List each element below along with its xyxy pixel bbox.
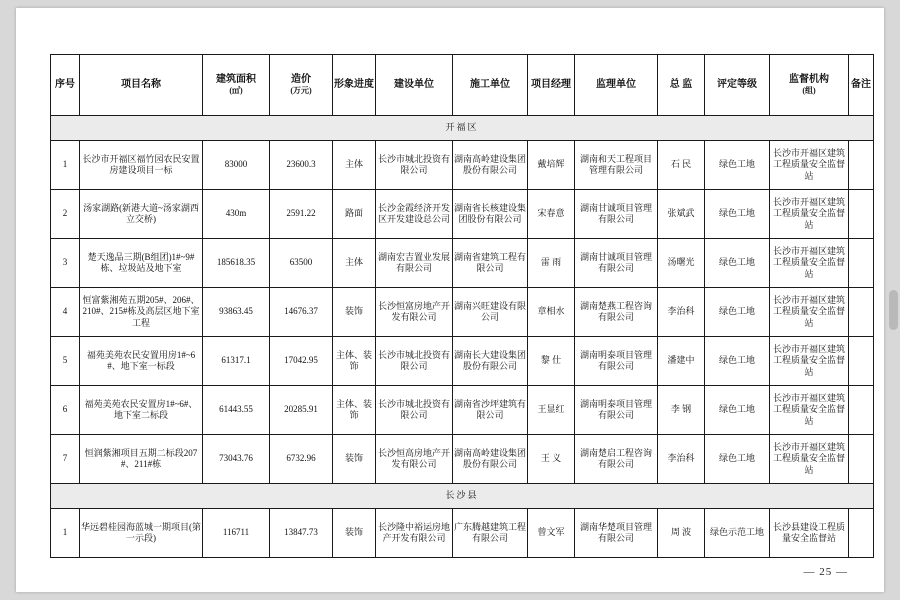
column-header-org xyxy=(770,55,849,116)
cell-grade: 绿色示范工地 xyxy=(705,509,770,558)
cell-contractor: 湖南省建筑工程有限公司 xyxy=(453,239,528,288)
page-content xyxy=(50,54,871,558)
cell-progress: 装饰 xyxy=(333,509,376,558)
cell-grade: 绿色工地 xyxy=(705,337,770,386)
cell-supervisor: 湖南甘诚项目管理有限公司 xyxy=(575,190,658,239)
cell-manager: 戴培辉 xyxy=(528,141,575,190)
cell-grade: 绿色工地 xyxy=(705,190,770,239)
cell-price: 63500 xyxy=(270,239,333,288)
cell-note xyxy=(849,337,874,386)
cell-seq: 1 xyxy=(51,509,80,558)
cell-name: 恒富紫湘苑五期205#、206#、210#、215#栋及高层区地下室工程 xyxy=(80,288,203,337)
column-header-org-unit: (组) xyxy=(802,86,816,96)
construction-projects-table xyxy=(50,54,874,558)
column-header-area-unit: (㎡) xyxy=(229,86,243,96)
table-body xyxy=(51,116,874,558)
column-header-price-label: 造价 xyxy=(291,73,311,85)
cell-supervisor: 湖南华楚项目管理有限公司 xyxy=(575,509,658,558)
cell-name: 华远碧桂园海蓝城一期项目(第一示段) xyxy=(80,509,203,558)
cell-note xyxy=(849,141,874,190)
table-row xyxy=(51,386,874,435)
cell-supervisor: 湖南明泰项目管理有限公司 xyxy=(575,386,658,435)
cell-org: 长沙市开福区建筑工程质量安全监督站 xyxy=(770,288,849,337)
cell-manager: 章相水 xyxy=(528,288,575,337)
cell-note xyxy=(849,288,874,337)
cell-supervisor: 湖南楚燕工程咨询有限公司 xyxy=(575,288,658,337)
table-row xyxy=(51,337,874,386)
cell-contractor: 湖南长大建设集团股份有限公司 xyxy=(453,337,528,386)
cell-area: 61317.1 xyxy=(203,337,270,386)
cell-seq: 2 xyxy=(51,190,80,239)
table-row xyxy=(51,509,874,558)
column-header-price xyxy=(270,55,333,116)
cell-area: 430m xyxy=(203,190,270,239)
column-header-manager: 项目经理 xyxy=(528,55,575,116)
cell-chief: 石 民 xyxy=(658,141,705,190)
cell-area: 83000 xyxy=(203,141,270,190)
column-header-price-unit: (万元) xyxy=(290,86,312,96)
column-header-contractor: 施工单位 xyxy=(453,55,528,116)
cell-price: 17042.95 xyxy=(270,337,333,386)
cell-progress: 装饰 xyxy=(333,288,376,337)
cell-supervisor: 湖南和天工程项目管理有限公司 xyxy=(575,141,658,190)
cell-chief: 李 钢 xyxy=(658,386,705,435)
cell-seq: 3 xyxy=(51,239,80,288)
section-title: 长沙县 xyxy=(51,484,874,509)
cell-grade: 绿色工地 xyxy=(705,239,770,288)
cell-org: 长沙市开福区建筑工程质量安全监督站 xyxy=(770,239,849,288)
cell-chief: 李治科 xyxy=(658,435,705,484)
table-header-row xyxy=(51,55,874,116)
cell-org: 长沙市开福区建筑工程质量安全监督站 xyxy=(770,386,849,435)
cell-chief: 周 波 xyxy=(658,509,705,558)
cell-progress: 装饰 xyxy=(333,435,376,484)
section-header-row xyxy=(51,116,874,141)
cell-contractor: 湖南高岭建设集团股份有限公司 xyxy=(453,141,528,190)
cell-progress: 主体、装饰 xyxy=(333,386,376,435)
column-header-chief: 总 监 xyxy=(658,55,705,116)
cell-builder: 长沙金霞经济开发区开发建设总公司 xyxy=(376,190,453,239)
cell-name: 长沙市开福区福竹园农民安置房建设项目一标 xyxy=(80,141,203,190)
column-header-name: 项目名称 xyxy=(80,55,203,116)
column-header-org-label: 监督机构 xyxy=(789,73,829,85)
column-header-area xyxy=(203,55,270,116)
cell-org: 长沙市开福区建筑工程质量安全监督站 xyxy=(770,435,849,484)
table-row xyxy=(51,190,874,239)
table-row xyxy=(51,141,874,190)
cell-name: 恒润紫湘项目五期二标段207#、211#栋 xyxy=(80,435,203,484)
column-header-seq: 序号 xyxy=(51,55,80,116)
document-page xyxy=(16,8,884,592)
cell-manager: 王 义 xyxy=(528,435,575,484)
cell-seq: 4 xyxy=(51,288,80,337)
cell-builder: 长沙隆中裕运房地产开发有限公司 xyxy=(376,509,453,558)
cell-area: 93863.45 xyxy=(203,288,270,337)
cell-org: 长沙县建设工程质量安全监督站 xyxy=(770,509,849,558)
cell-name: 福苑美苑农民安置用房1#~6#、地下室一标段 xyxy=(80,337,203,386)
column-header-builder: 建设单位 xyxy=(376,55,453,116)
cell-note xyxy=(849,435,874,484)
cell-seq: 1 xyxy=(51,141,80,190)
cell-supervisor: 湖南明泰项目管理有限公司 xyxy=(575,337,658,386)
cell-price: 14676.37 xyxy=(270,288,333,337)
section-header-row xyxy=(51,484,874,509)
cell-name: 楚天逸品三期(B组团)1#~9#栋、垃圾站及地下室 xyxy=(80,239,203,288)
cell-seq: 5 xyxy=(51,337,80,386)
table-row xyxy=(51,239,874,288)
table-row xyxy=(51,435,874,484)
column-header-note: 备注 xyxy=(849,55,874,116)
cell-builder: 湖南宏吉置业发展有限公司 xyxy=(376,239,453,288)
cell-builder: 长沙市城北投资有限公司 xyxy=(376,141,453,190)
cell-manager: 黎 仕 xyxy=(528,337,575,386)
cell-area: 61443.55 xyxy=(203,386,270,435)
cell-note xyxy=(849,386,874,435)
cell-contractor: 湖南省沙坪建筑有限公司 xyxy=(453,386,528,435)
cell-contractor: 广东腾越建筑工程有限公司 xyxy=(453,509,528,558)
cell-progress: 路面 xyxy=(333,190,376,239)
cell-price: 6732.96 xyxy=(270,435,333,484)
section-title: 开福区 xyxy=(51,116,874,141)
cell-manager: 王显红 xyxy=(528,386,575,435)
cell-price: 20285.91 xyxy=(270,386,333,435)
cell-contractor: 湖南兴旺建设有限公司 xyxy=(453,288,528,337)
cell-builder: 长沙市城北投资有限公司 xyxy=(376,386,453,435)
column-header-progress: 形象进度 xyxy=(333,55,376,116)
cell-price: 23600.3 xyxy=(270,141,333,190)
cell-area: 73043.76 xyxy=(203,435,270,484)
cell-manager: 宋春意 xyxy=(528,190,575,239)
cell-grade: 绿色工地 xyxy=(705,386,770,435)
cell-supervisor: 湖南楚启工程咨询有限公司 xyxy=(575,435,658,484)
cell-price: 13847.73 xyxy=(270,509,333,558)
cell-seq: 6 xyxy=(51,386,80,435)
scrollbar-thumb[interactable] xyxy=(889,290,898,330)
cell-chief: 张斌武 xyxy=(658,190,705,239)
cell-note xyxy=(849,509,874,558)
cell-note xyxy=(849,190,874,239)
cell-supervisor: 湖南甘诚项目管理有限公司 xyxy=(575,239,658,288)
column-header-supervisor: 监理单位 xyxy=(575,55,658,116)
cell-grade: 绿色工地 xyxy=(705,435,770,484)
cell-area: 185618.35 xyxy=(203,239,270,288)
cell-note xyxy=(849,239,874,288)
cell-org: 长沙市开福区建筑工程质量安全监督站 xyxy=(770,141,849,190)
cell-builder: 长沙恒富房地产开发有限公司 xyxy=(376,288,453,337)
column-header-grade: 评定等级 xyxy=(705,55,770,116)
cell-grade: 绿色工地 xyxy=(705,288,770,337)
cell-org: 长沙市开福区建筑工程质量安全监督站 xyxy=(770,337,849,386)
cell-contractor: 湖南高岭建设集团股份有限公司 xyxy=(453,435,528,484)
table-row xyxy=(51,288,874,337)
cell-grade: 绿色工地 xyxy=(705,141,770,190)
cell-progress: 主体、装饰 xyxy=(333,337,376,386)
cell-progress: 主体 xyxy=(333,141,376,190)
cell-chief: 李治科 xyxy=(658,288,705,337)
cell-chief: 汤曙光 xyxy=(658,239,705,288)
page-number: — 25 — xyxy=(803,566,848,578)
cell-contractor: 湖南省长核建设集团股份有限公司 xyxy=(453,190,528,239)
cell-builder: 长沙市城北投资有限公司 xyxy=(376,337,453,386)
cell-org: 长沙市开福区建筑工程质量安全监督站 xyxy=(770,190,849,239)
table-header xyxy=(51,55,874,116)
column-header-area-label: 建筑面积 xyxy=(216,73,256,85)
cell-chief: 潘建中 xyxy=(658,337,705,386)
cell-builder: 长沙恒高房地产开发有限公司 xyxy=(376,435,453,484)
cell-progress: 主体 xyxy=(333,239,376,288)
cell-seq: 7 xyxy=(51,435,80,484)
cell-manager: 雷 雨 xyxy=(528,239,575,288)
cell-name: 福苑美苑农民安置房1#~6#、地下室二标段 xyxy=(80,386,203,435)
cell-name: 汤家湖路(新港大道~汤家湖西立交桥) xyxy=(80,190,203,239)
cell-manager: 曾文军 xyxy=(528,509,575,558)
cell-area: 116711 xyxy=(203,509,270,558)
cell-price: 2591.22 xyxy=(270,190,333,239)
